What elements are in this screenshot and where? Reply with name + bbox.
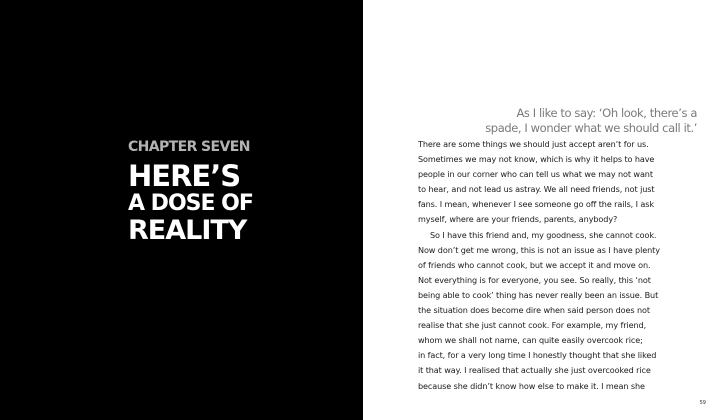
chapter-title-line: A DOSE OF [128,191,253,216]
body-line: it that way. I realised that actually she just overcooked rice [418,365,651,376]
body-line: myself, where are your friends, parents, anybody? [418,214,618,225]
chapter-title-line: HERE’S [128,159,241,193]
body-line: the situation does become dire when said person does not [418,305,650,316]
epigraph-line: spade, I wonder what we should call it.’ [485,121,697,135]
page-number: 59 [699,400,706,406]
body-line: in fact, for a very long time I honestly thought that she liked [418,350,657,361]
chapter-label: CHAPTER SEVEN [128,139,250,155]
body-line: to hear, and not lead us astray. We all need friends, not just [418,184,655,195]
epigraph-line: As I like to say: ‘Oh look, there’s a [516,106,697,120]
body-line: realise that she just cannot cook. For example, my friend, [418,320,647,331]
body-line: So I have this friend and, my goodness, she cannot cook. [430,229,657,240]
body-text [418,137,705,394]
body-line: people in our corner who can tell us what we may not want [418,169,653,180]
body-line: Now don’t get me wrong, this is not an issue as I have plenty [418,244,660,255]
body-line: fans. I mean, whenever I see someone go off the rails, I ask [418,199,654,210]
epigraph [485,106,697,136]
body-line: There are some things we should just accept aren’t for us. [418,139,649,149]
body-line: of friends who cannot cook, but we accept it and move on. [418,259,651,270]
body-line: because she didn’t know how else to make it. I mean she [418,380,645,391]
chapter-title-line: REALITY [128,215,247,246]
body-line: Sometimes we may not know, which is why it helps to have [418,154,655,165]
chapter-title [128,160,253,245]
body-line: Not everything is for everyone, you see. So really, this ‘not [418,274,651,285]
body-line: whom we shall not name, can quite easily overcook rice; [418,335,643,346]
body-line: being able to cook’ thing has never really been an issue. But [418,289,659,300]
